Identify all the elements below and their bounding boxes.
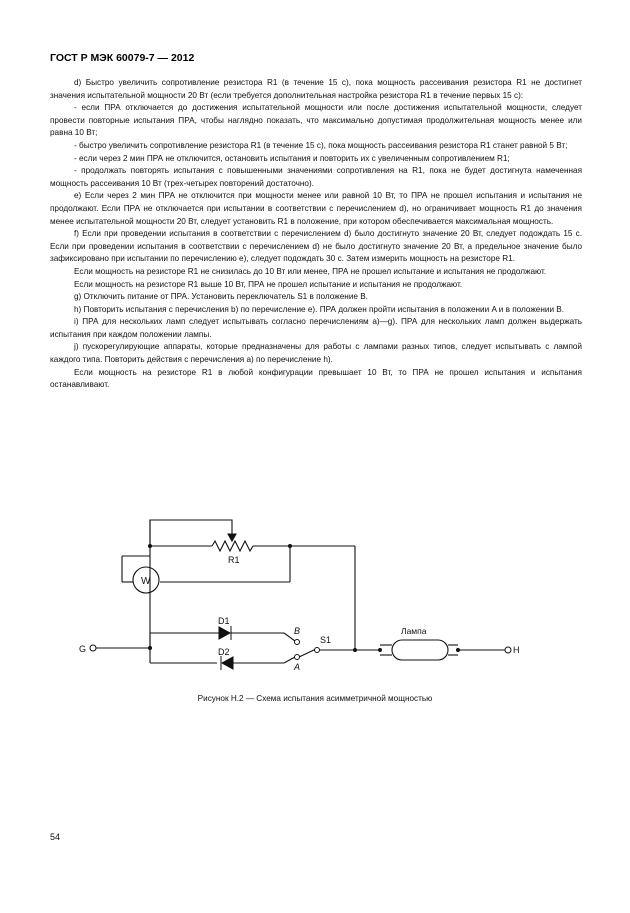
paragraph-j: j) пускорегулирующие аппараты, которые предназначены для работы с лампами разных типов, следует испытывать с лампой каждого типа. Повторить действия с перечисления а) по перечисление h).: [50, 342, 582, 365]
switch-common: [315, 648, 320, 653]
paragraph-d-item-3: - если через 2 мин ПРА не отключится, остановить испытания и повторить их с увеличенным сопротивлением R1;: [74, 153, 510, 163]
label-h: H: [513, 645, 520, 655]
paragraph-f-note-2: Если мощность на резисторе R1 выше 10 Вт, ПРА не прошел испытание и испытания не продолжают.: [74, 279, 463, 289]
figure-caption: Рисунок Н.2 — Схема испытания асимметричной мощностью: [197, 694, 433, 703]
diode-d2-symbol: [222, 657, 233, 669]
label-g: G: [79, 644, 87, 654]
paragraph-f-note-1: Если мощность на резисторе R1 не снизилась до 10 Вт или менее, ПРА не прошел испытание и испытания не продолжают.: [74, 266, 547, 276]
junction-dot: [148, 544, 152, 548]
switch-contact-b: [295, 640, 300, 645]
paragraph-i: i) ПРА для нескольких ламп следует испытывать согласно перечислениям а)—g). ПРА для нескольких ламп должен выдержать испытания при каждом положении лампы.: [50, 317, 582, 339]
label-b: B: [294, 626, 301, 636]
terminal-h: [505, 647, 511, 653]
junction-dot: [148, 646, 152, 650]
paragraph-g: g) Отключить питание от ПРА. Установить переключатель S1 в положение B.: [74, 292, 368, 302]
resistor-r1: [212, 541, 253, 551]
label-lamp: Лампа: [401, 626, 427, 636]
switch-s1-blade: [299, 649, 316, 657]
junction-dot: [456, 648, 460, 652]
label-r1: R1: [228, 555, 240, 565]
label-d2: D2: [218, 647, 230, 657]
page-number: 54: [50, 832, 61, 842]
document-header: ГОСТ Р МЭК 60079-7 — 2012: [50, 52, 195, 64]
paragraph-d-item-2: - быстро увеличить сопротивление резистора R1 (в течение 15 с), пока мощность рассеивания резистора R1 станет равной 5 Вт;: [74, 140, 568, 150]
junction-dot: [353, 648, 357, 652]
potentiometer-wiper-line: [150, 520, 232, 546]
paragraph-final: Если мощность на резисторе R1 в любой конфигурации превышает 10 Вт, то ПРА не прошел испытания и испытания останавливают.: [50, 367, 582, 390]
paragraph-f: f) Если при проведении испытания в соответствии с перечислением d) было достигнуто значение 20 Вт, следует подождать 15 с. Если при проведении испытания в соответствии с перечислением d) не было достигнуто значение 20 Вт, а предельное значение было зафиксировано при испытании по перечислению e), следует подождать 30 с. Затем измерить мощность на резисторе R1.: [50, 229, 582, 264]
junction-dot: [288, 544, 292, 548]
paragraph-d: d) Быстро увеличить сопротивление резистора R1 (в течение 15 с), пока мощность рассеивания резистора R1 не достигнет значения испытательной мощности 20 Вт (если требуется дополнительная настройка резистора R1 в течение первых 15 с):: [50, 78, 582, 100]
junction-dot: [378, 648, 382, 652]
paragraph-e: e) Если через 2 мин ПРА не отключится при мощности менее или равной 10 Вт, то ПРА не прошел испытания и испытания не продолжают. Если ПРА не отключается при испытании в соответствии с перечислением d), но ограничивает мощность R1 до значения менее испытательной мощности 20 Вт, следует установить R1 в положение, при котором обеспечивается максимальная мощность.: [50, 191, 582, 226]
label-wattmeter: W: [141, 576, 151, 587]
potentiometer-wiper-arrow: [228, 534, 236, 541]
label-s1: S1: [320, 635, 332, 645]
terminal-g: [90, 645, 96, 651]
lamp-tube: [392, 640, 448, 660]
label-d1: D1: [218, 616, 230, 626]
diode-d1-symbol: [219, 627, 230, 639]
switch-contact-a: [295, 655, 300, 660]
paragraph-h: h) Повторить испытания с перечисления b) по перечисление e). ПРА должен пройти испытания в положении A и в положении B.: [74, 304, 565, 314]
label-a: A: [294, 662, 301, 672]
paragraph-d-item-4: - продолжать повторять испытания с повышенными значениями сопротивления на R1, пока не будет достигнута намеченная мощность рассеивания 10 Вт (трех-четырех повторений достаточно).: [50, 166, 582, 188]
body-text: [50, 77, 582, 392]
paragraph-d-item-1: - если ПРА отключается до достижения испытательной мощности или после достижения испытательной мощности, следует провести повторные испытания ПРА, чтобы наглядно показать, что максимально допустимая продолжительная мощность менее или равна 10 Вт;: [50, 103, 582, 138]
